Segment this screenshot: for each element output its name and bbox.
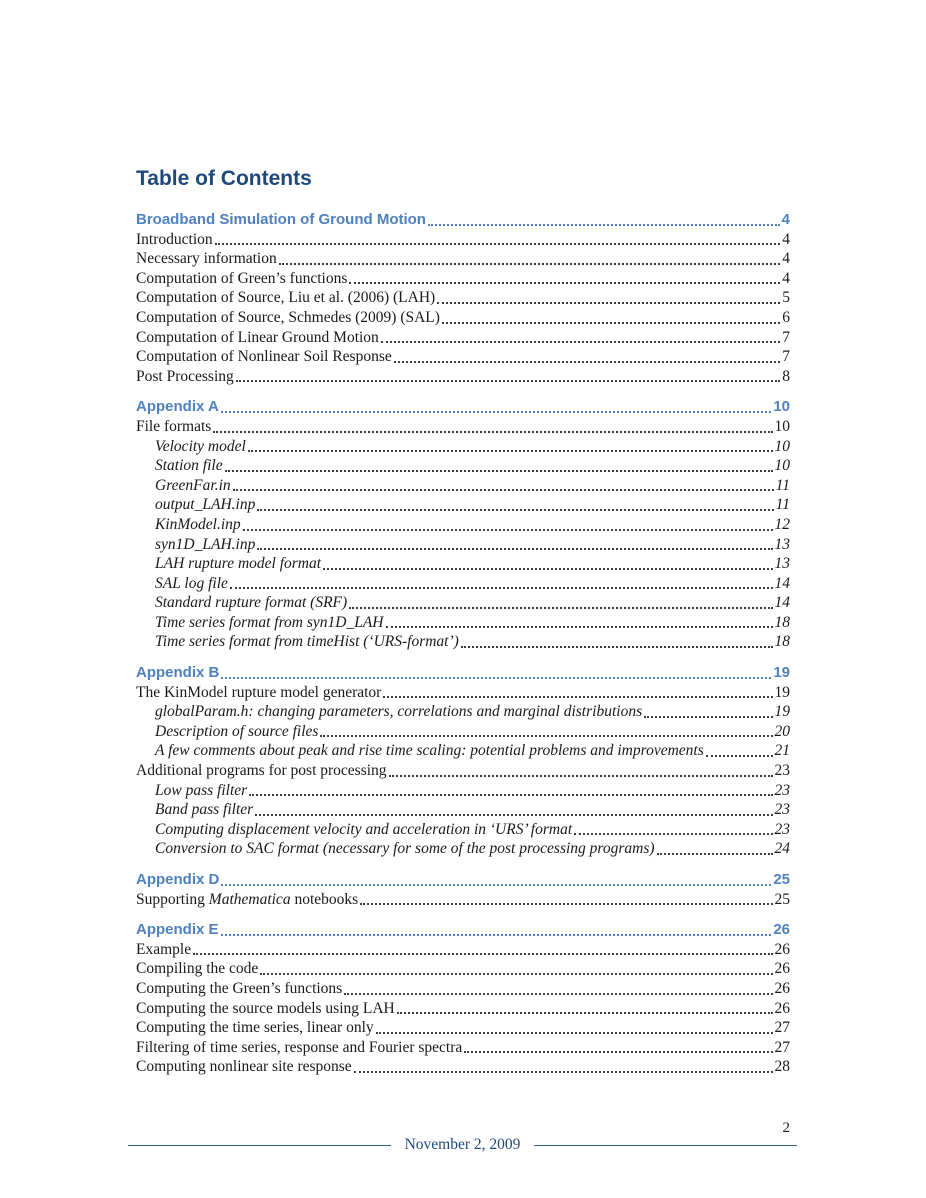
- toc-entry[interactable]: [136, 1018, 790, 1038]
- toc-entry-page: 12: [774, 515, 790, 533]
- dot-leader: [386, 626, 773, 628]
- toc-entry[interactable]: [136, 959, 790, 979]
- toc-heading-label: Appendix A: [136, 398, 219, 416]
- toc-entry[interactable]: [136, 741, 790, 761]
- toc-entry-page: 19: [774, 703, 790, 721]
- footer-rule-left: [128, 1145, 391, 1146]
- dot-leader: [394, 361, 781, 363]
- toc-entry[interactable]: [136, 554, 790, 574]
- toc-entry-page: 10: [774, 417, 790, 435]
- dot-leader: [349, 607, 772, 609]
- dot-leader: [221, 677, 771, 679]
- toc-entry[interactable]: [136, 269, 790, 289]
- toc-heading-label: Appendix E: [136, 921, 219, 939]
- dot-leader: [260, 973, 772, 975]
- toc-entry-label: output_LAH.inp: [155, 496, 256, 514]
- footer-rule-right: [534, 1145, 797, 1146]
- toc-entry[interactable]: [136, 820, 790, 840]
- toc-section: [136, 663, 790, 859]
- toc-entry-page: 24: [774, 840, 790, 858]
- toc-entry[interactable]: [136, 940, 790, 960]
- toc-entry-page: 26: [774, 960, 790, 978]
- toc-entry-page: 25: [774, 890, 790, 908]
- toc-entry-page: 27: [774, 1038, 790, 1056]
- page-number: 2: [782, 1120, 790, 1136]
- toc-entry-label: Station file: [155, 457, 223, 475]
- toc-entry[interactable]: [136, 593, 790, 613]
- dot-leader: [397, 1012, 773, 1014]
- dot-leader: [257, 548, 772, 550]
- toc-entry-page: 19: [774, 683, 790, 701]
- dot-leader: [249, 794, 772, 796]
- toc-entry[interactable]: [136, 722, 790, 742]
- toc-entry-page: 28: [774, 1058, 790, 1076]
- toc-entry[interactable]: [136, 456, 790, 476]
- dot-leader: [360, 903, 772, 905]
- toc-entry[interactable]: [136, 890, 790, 910]
- toc-entry-page: 23: [774, 762, 790, 780]
- toc-entry[interactable]: [136, 613, 790, 633]
- toc-heading[interactable]: [136, 210, 790, 230]
- footer-date: November 2, 2009: [404, 1136, 521, 1153]
- toc-entry-label: Supporting Mathematica notebooks: [136, 890, 359, 908]
- toc-entry[interactable]: [136, 781, 790, 801]
- dot-leader: [236, 380, 781, 382]
- toc-entry-label: syn1D_LAH.inp: [155, 535, 256, 553]
- toc-heading-label: Appendix D: [136, 871, 220, 888]
- dot-leader: [349, 282, 780, 284]
- toc-entry[interactable]: [136, 979, 790, 999]
- toc-entry[interactable]: [136, 476, 790, 496]
- toc-entry-page: 8: [782, 367, 790, 385]
- toc-entry-label: GreenFar.in: [155, 476, 231, 494]
- toc-entry-label: A few comments about peak and rise time scaling: potential problems and improvements: [155, 742, 704, 760]
- toc-entry[interactable]: [136, 367, 790, 387]
- dot-leader: [644, 716, 772, 718]
- toc-entry[interactable]: [136, 683, 790, 703]
- toc-entry-page: 10: [774, 457, 790, 475]
- toc-entry-page: 26: [774, 979, 790, 997]
- toc-entry[interactable]: [136, 230, 790, 250]
- toc-entry-label: Computing nonlinear site response: [136, 1058, 352, 1076]
- toc-entry[interactable]: [136, 495, 790, 515]
- dot-leader: [215, 243, 781, 245]
- toc-entry-label: KinModel.inp: [155, 515, 241, 533]
- toc-heading-page: 26: [773, 921, 790, 939]
- toc-heading-label: Broadband Simulation of Ground Motion: [136, 211, 426, 228]
- dot-leader: [437, 302, 780, 304]
- toc-entry-label: Computing the Green’s functions: [136, 979, 343, 997]
- toc-entry[interactable]: [136, 574, 790, 594]
- dot-leader: [193, 953, 772, 955]
- toc-entry[interactable]: [136, 839, 790, 859]
- toc-entry[interactable]: [136, 347, 790, 367]
- toc-heading-page: 10: [773, 398, 790, 416]
- toc-section: [136, 397, 790, 652]
- toc-entry[interactable]: [136, 515, 790, 535]
- toc-entry-label: Computing the time series, linear only: [136, 1019, 374, 1037]
- toc-entry[interactable]: [136, 1038, 790, 1058]
- toc-entry-page: 7: [782, 328, 790, 346]
- toc-entry-label: Time series format from syn1D_LAH: [155, 613, 384, 631]
- toc-entry-label: SAL log file: [155, 574, 228, 592]
- toc-entry-page: 23: [774, 820, 790, 838]
- dot-leader: [243, 529, 773, 531]
- toc-entry-label: Computation of Source, Schmedes (2009) (SAL): [136, 308, 440, 326]
- dot-leader: [574, 833, 772, 835]
- toc-entry-page: 5: [782, 289, 790, 307]
- toc-entry-page: 14: [774, 594, 790, 612]
- toc-entry-label: Computation of Source, Liu et al. (2006) (LAH): [136, 289, 436, 307]
- dot-leader: [233, 489, 774, 491]
- toc-entry-label: Time series format from timeHist (‘URS-format’): [155, 633, 459, 651]
- toc-heading[interactable]: [136, 663, 790, 683]
- toc-heading[interactable]: [136, 920, 790, 940]
- toc-entry[interactable]: [136, 328, 790, 348]
- toc-entry[interactable]: [136, 417, 790, 437]
- toc-entry-label: globalParam.h: changing parameters, correlations and marginal distributions: [155, 703, 643, 721]
- toc-heading[interactable]: [136, 397, 790, 417]
- toc-entry-label: Introduction: [136, 230, 213, 248]
- toc-entry[interactable]: [136, 249, 790, 269]
- toc-entry[interactable]: [136, 1057, 790, 1077]
- table-of-contents: [136, 210, 790, 1077]
- toc-entry-label: Computing displacement velocity and acceleration in ‘URS’ format: [155, 820, 573, 838]
- toc-entry-label: The KinModel rupture model generator: [136, 683, 382, 701]
- dot-leader: [389, 775, 773, 777]
- toc-entry-label: Necessary information: [136, 250, 277, 268]
- dot-leader: [442, 322, 780, 324]
- toc-entry[interactable]: [136, 535, 790, 555]
- toc-entry-label: Conversion to SAC format (necessary for some of the post processing programs): [155, 840, 655, 858]
- toc-heading[interactable]: [136, 870, 790, 890]
- page-footer: [128, 1136, 797, 1154]
- dot-leader: [320, 735, 772, 737]
- toc-entry-page: 26: [774, 940, 790, 958]
- toc-section: [136, 870, 790, 909]
- toc-entry-page: 7: [782, 348, 790, 366]
- toc-entry-label: Standard rupture format (SRF): [155, 594, 348, 612]
- toc-entry-page: 13: [774, 555, 790, 573]
- toc-entry[interactable]: [136, 702, 790, 722]
- page-content: [136, 166, 790, 1077]
- toc-entry[interactable]: [136, 288, 790, 308]
- toc-entry-page: 27: [774, 1019, 790, 1037]
- toc-entry-label: Example: [136, 940, 192, 958]
- toc-entry[interactable]: [136, 632, 790, 652]
- toc-entry[interactable]: [136, 761, 790, 781]
- toc-entry-label: Compiling the code: [136, 960, 259, 978]
- toc-entry-page: 6: [782, 308, 790, 326]
- dot-leader: [461, 646, 773, 648]
- toc-entry-page: 4: [782, 269, 790, 287]
- toc-heading-label: Appendix B: [136, 664, 220, 682]
- toc-entry-page: 4: [782, 230, 790, 248]
- toc-entry-label: Computation of Nonlinear Soil Response: [136, 348, 392, 366]
- toc-entry-label: Low pass filter: [155, 781, 248, 799]
- toc-entry-page: 26: [774, 999, 790, 1017]
- dot-leader: [464, 1051, 772, 1053]
- dot-leader: [221, 934, 772, 936]
- dot-leader: [230, 587, 773, 589]
- dot-leader: [428, 224, 780, 226]
- toc-heading-page: 4: [781, 211, 790, 228]
- toc-heading-page: 25: [773, 871, 790, 888]
- dot-leader: [354, 1071, 773, 1073]
- dot-leader: [221, 884, 771, 886]
- dot-leader: [376, 1032, 773, 1034]
- toc-entry-page: 20: [774, 722, 790, 740]
- toc-entry-page: 10: [774, 437, 790, 455]
- dot-leader: [279, 263, 781, 265]
- toc-entry-label: Filtering of time series, response and Fourier spectra: [136, 1038, 463, 1056]
- toc-entry-label: Band pass filter: [155, 801, 254, 819]
- dot-leader: [344, 993, 772, 995]
- toc-entry-label: Post Processing: [136, 367, 234, 385]
- toc-entry[interactable]: [136, 800, 790, 820]
- toc-entry[interactable]: [136, 999, 790, 1019]
- dot-leader: [255, 814, 772, 816]
- toc-entry[interactable]: [136, 437, 790, 457]
- dot-leader: [383, 696, 772, 698]
- toc-entry-page: 23: [774, 781, 790, 799]
- toc-entry-label: Velocity model: [155, 437, 246, 455]
- toc-entry-label: Description of source files: [155, 722, 319, 740]
- toc-entry-label: Computing the source models using LAH: [136, 999, 395, 1017]
- dot-leader: [706, 755, 773, 757]
- toc-entry-page: 18: [774, 633, 790, 651]
- toc-entry-label: File formats: [136, 417, 212, 435]
- toc-entry-label: Additional programs for post processing: [136, 762, 387, 780]
- toc-entry[interactable]: [136, 308, 790, 328]
- toc-section: [136, 920, 790, 1077]
- dot-leader: [248, 450, 773, 452]
- toc-entry-page: 21: [774, 742, 790, 760]
- toc-entry-page: 4: [782, 250, 790, 268]
- dot-leader: [381, 341, 780, 343]
- toc-entry-page: 23: [774, 801, 790, 819]
- toc-entry-page: 11: [775, 496, 790, 514]
- toc-heading-page: 19: [773, 664, 790, 682]
- toc-entry-page: 14: [774, 574, 790, 592]
- dot-leader: [221, 411, 772, 413]
- dot-leader: [257, 509, 773, 511]
- dot-leader: [323, 568, 772, 570]
- toc-entry-page: 13: [774, 535, 790, 553]
- toc-entry-page: 18: [774, 613, 790, 631]
- toc-entry-label: Computation of Green’s functions: [136, 269, 348, 287]
- toc-entry-page: 11: [775, 476, 790, 494]
- toc-entry-label: Computation of Linear Ground Motion: [136, 328, 379, 346]
- dot-leader: [213, 431, 772, 433]
- toc-section: [136, 210, 790, 386]
- dot-leader: [225, 470, 773, 472]
- page-title: Table of Contents: [136, 167, 312, 190]
- toc-entry-label: LAH rupture model format: [155, 555, 322, 573]
- dot-leader: [657, 853, 773, 855]
